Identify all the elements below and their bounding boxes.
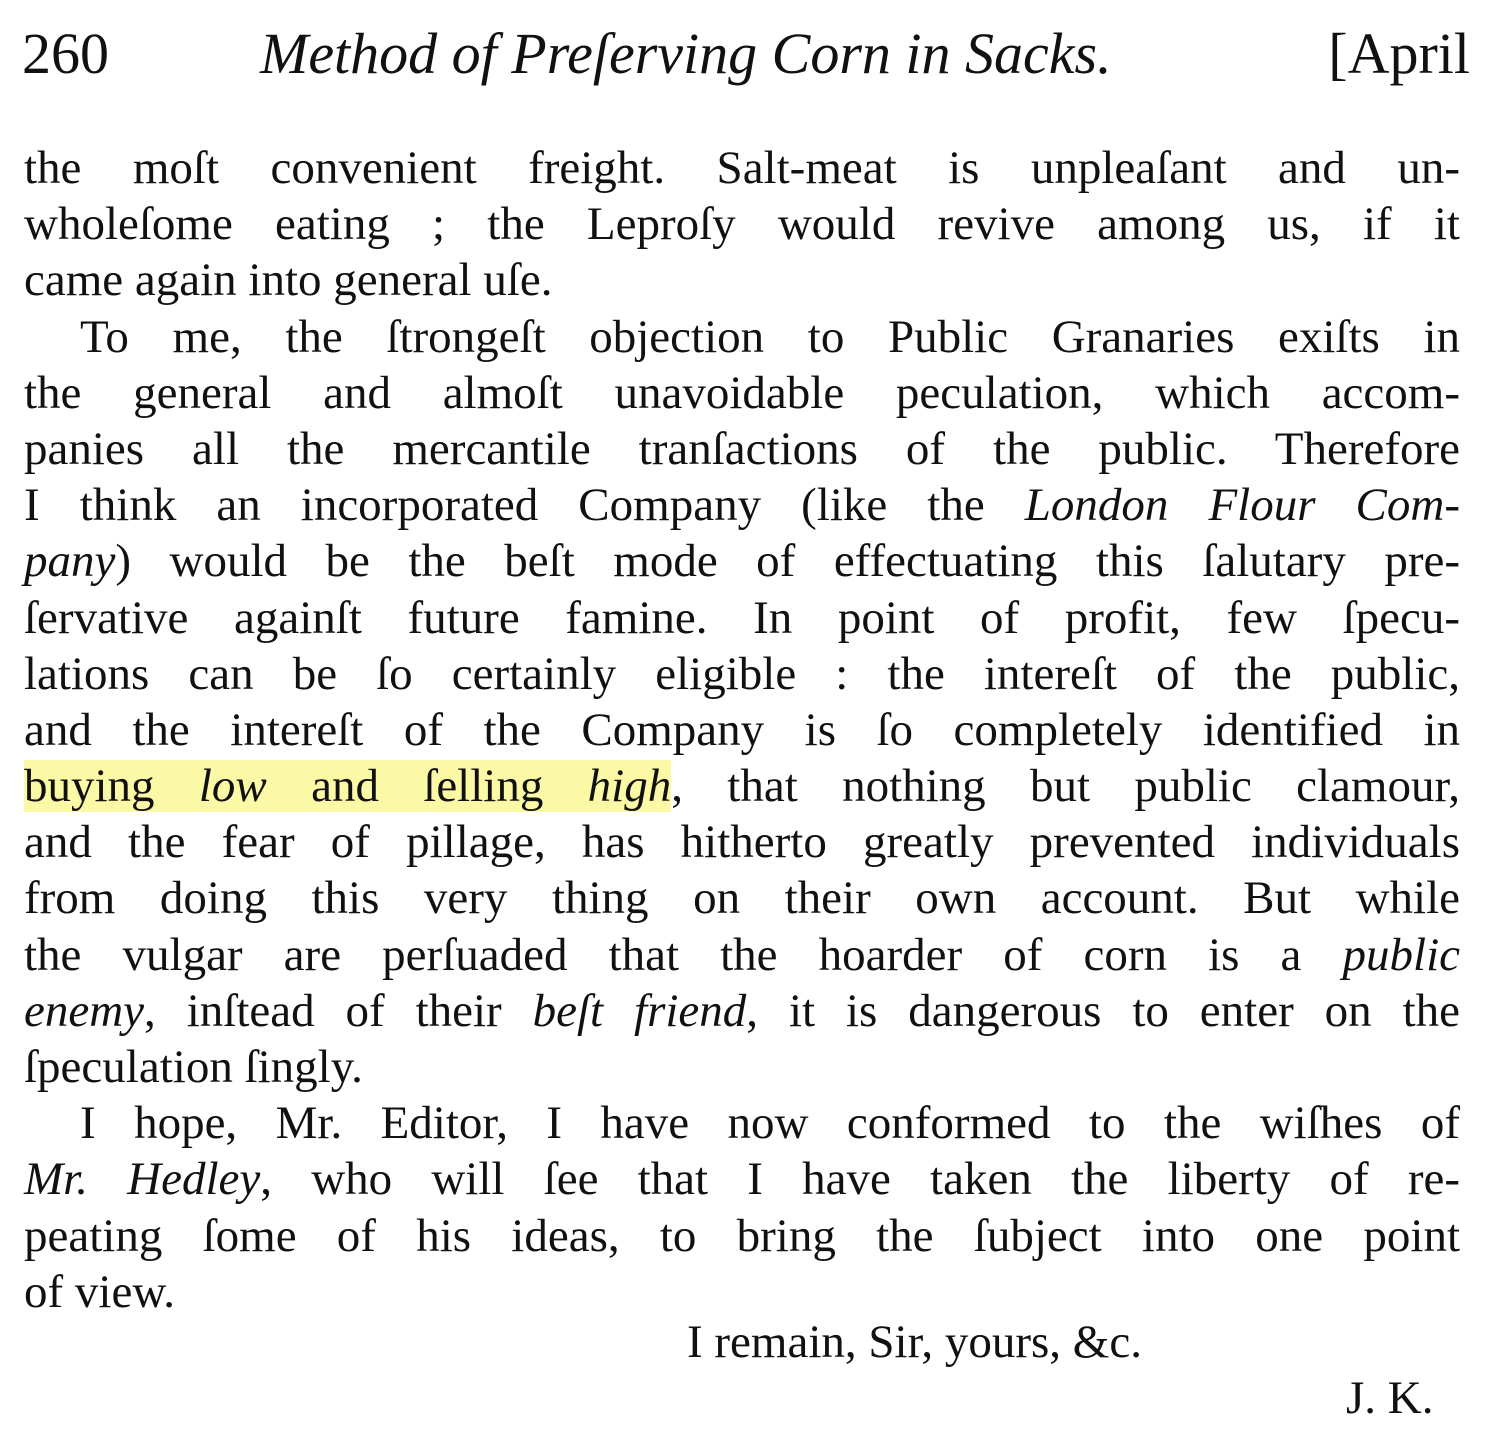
closing-salutation: I remain, Sir, yours, &c. bbox=[687, 1316, 1142, 1368]
text-line: the general and almoſt unavoidable peculation, which accom- bbox=[24, 366, 1460, 419]
text-line: Mr. Hedley, who will ſee that I have taken the liberty of re- bbox=[24, 1153, 1460, 1206]
paragraph-start-line: I hope, Mr. Editor, I have now conformed to the wiſhes of bbox=[80, 1097, 1460, 1150]
text-line: lations can be ſo certainly eligible : the intereſt of the public, bbox=[24, 647, 1460, 700]
text-line: and the fear of pillage, has hitherto greatly prevented individuals bbox=[24, 816, 1460, 869]
text-line: peating ſome of his ideas, to bring the ſubject into one point bbox=[24, 1209, 1460, 1262]
text-line: came again into general uſe. bbox=[24, 254, 553, 307]
running-month: [April bbox=[1328, 21, 1470, 86]
text-line: ſpeculation ſingly. bbox=[24, 1041, 363, 1093]
italic-enemy: enemy bbox=[24, 984, 145, 1037]
italic-low: low bbox=[198, 760, 267, 813]
text-line: panies all the mercantile tranſactions of the public. Therefore bbox=[24, 422, 1460, 475]
text-line: wholeſome eating ; the Leproſy would revive among us, if it bbox=[24, 198, 1460, 251]
highlighted-phrase: buying low and ſelling high bbox=[24, 760, 672, 813]
italic-best-friend: beſt friend bbox=[532, 984, 747, 1037]
running-header bbox=[22, 14, 1470, 94]
text-line: buying low and ſelling high, that nothing but public clamour, bbox=[24, 760, 1460, 813]
page-number: 260 bbox=[22, 21, 109, 86]
text-line: ſervative againſt future famine. In point of profit, few ſpecu- bbox=[24, 591, 1460, 644]
text-line: the vulgar are perſuaded that the hoarder of corn is a public bbox=[24, 928, 1460, 981]
italic-company-name-end: pany bbox=[24, 535, 116, 588]
signature-initials: J. K. bbox=[1346, 1372, 1434, 1424]
text-line: enemy, inſtead of their beſt friend, it is dangerous to enter on the bbox=[24, 984, 1460, 1037]
text-line: the moſt convenient freight. Salt-meat is unpleaſant and un- bbox=[24, 142, 1460, 194]
italic-company-name: London Flour Com- bbox=[1024, 479, 1460, 532]
text-line: pany) would be the beſt mode of effectuating this ſalutary pre- bbox=[24, 535, 1460, 588]
italic-high: high bbox=[587, 760, 672, 813]
running-title: Method of Preſerving Corn in Sacks. bbox=[260, 21, 1112, 86]
paragraph-start-line: To me, the ſtrongeſt objection to Public Granaries exiſts in bbox=[80, 310, 1460, 363]
text-line: from doing this very thing on their own account. But while bbox=[24, 872, 1460, 925]
text-line: I think an incorporated Company (like the London Flour Com- bbox=[24, 479, 1460, 532]
text-line: of view. bbox=[24, 1265, 175, 1318]
italic-public: public bbox=[1342, 928, 1460, 981]
italic-mr-hedley: Mr. Hedley bbox=[24, 1153, 261, 1206]
text-line: and the intereſt of the Company is ſo completely identified in bbox=[24, 703, 1460, 756]
body-text bbox=[24, 140, 1460, 1320]
